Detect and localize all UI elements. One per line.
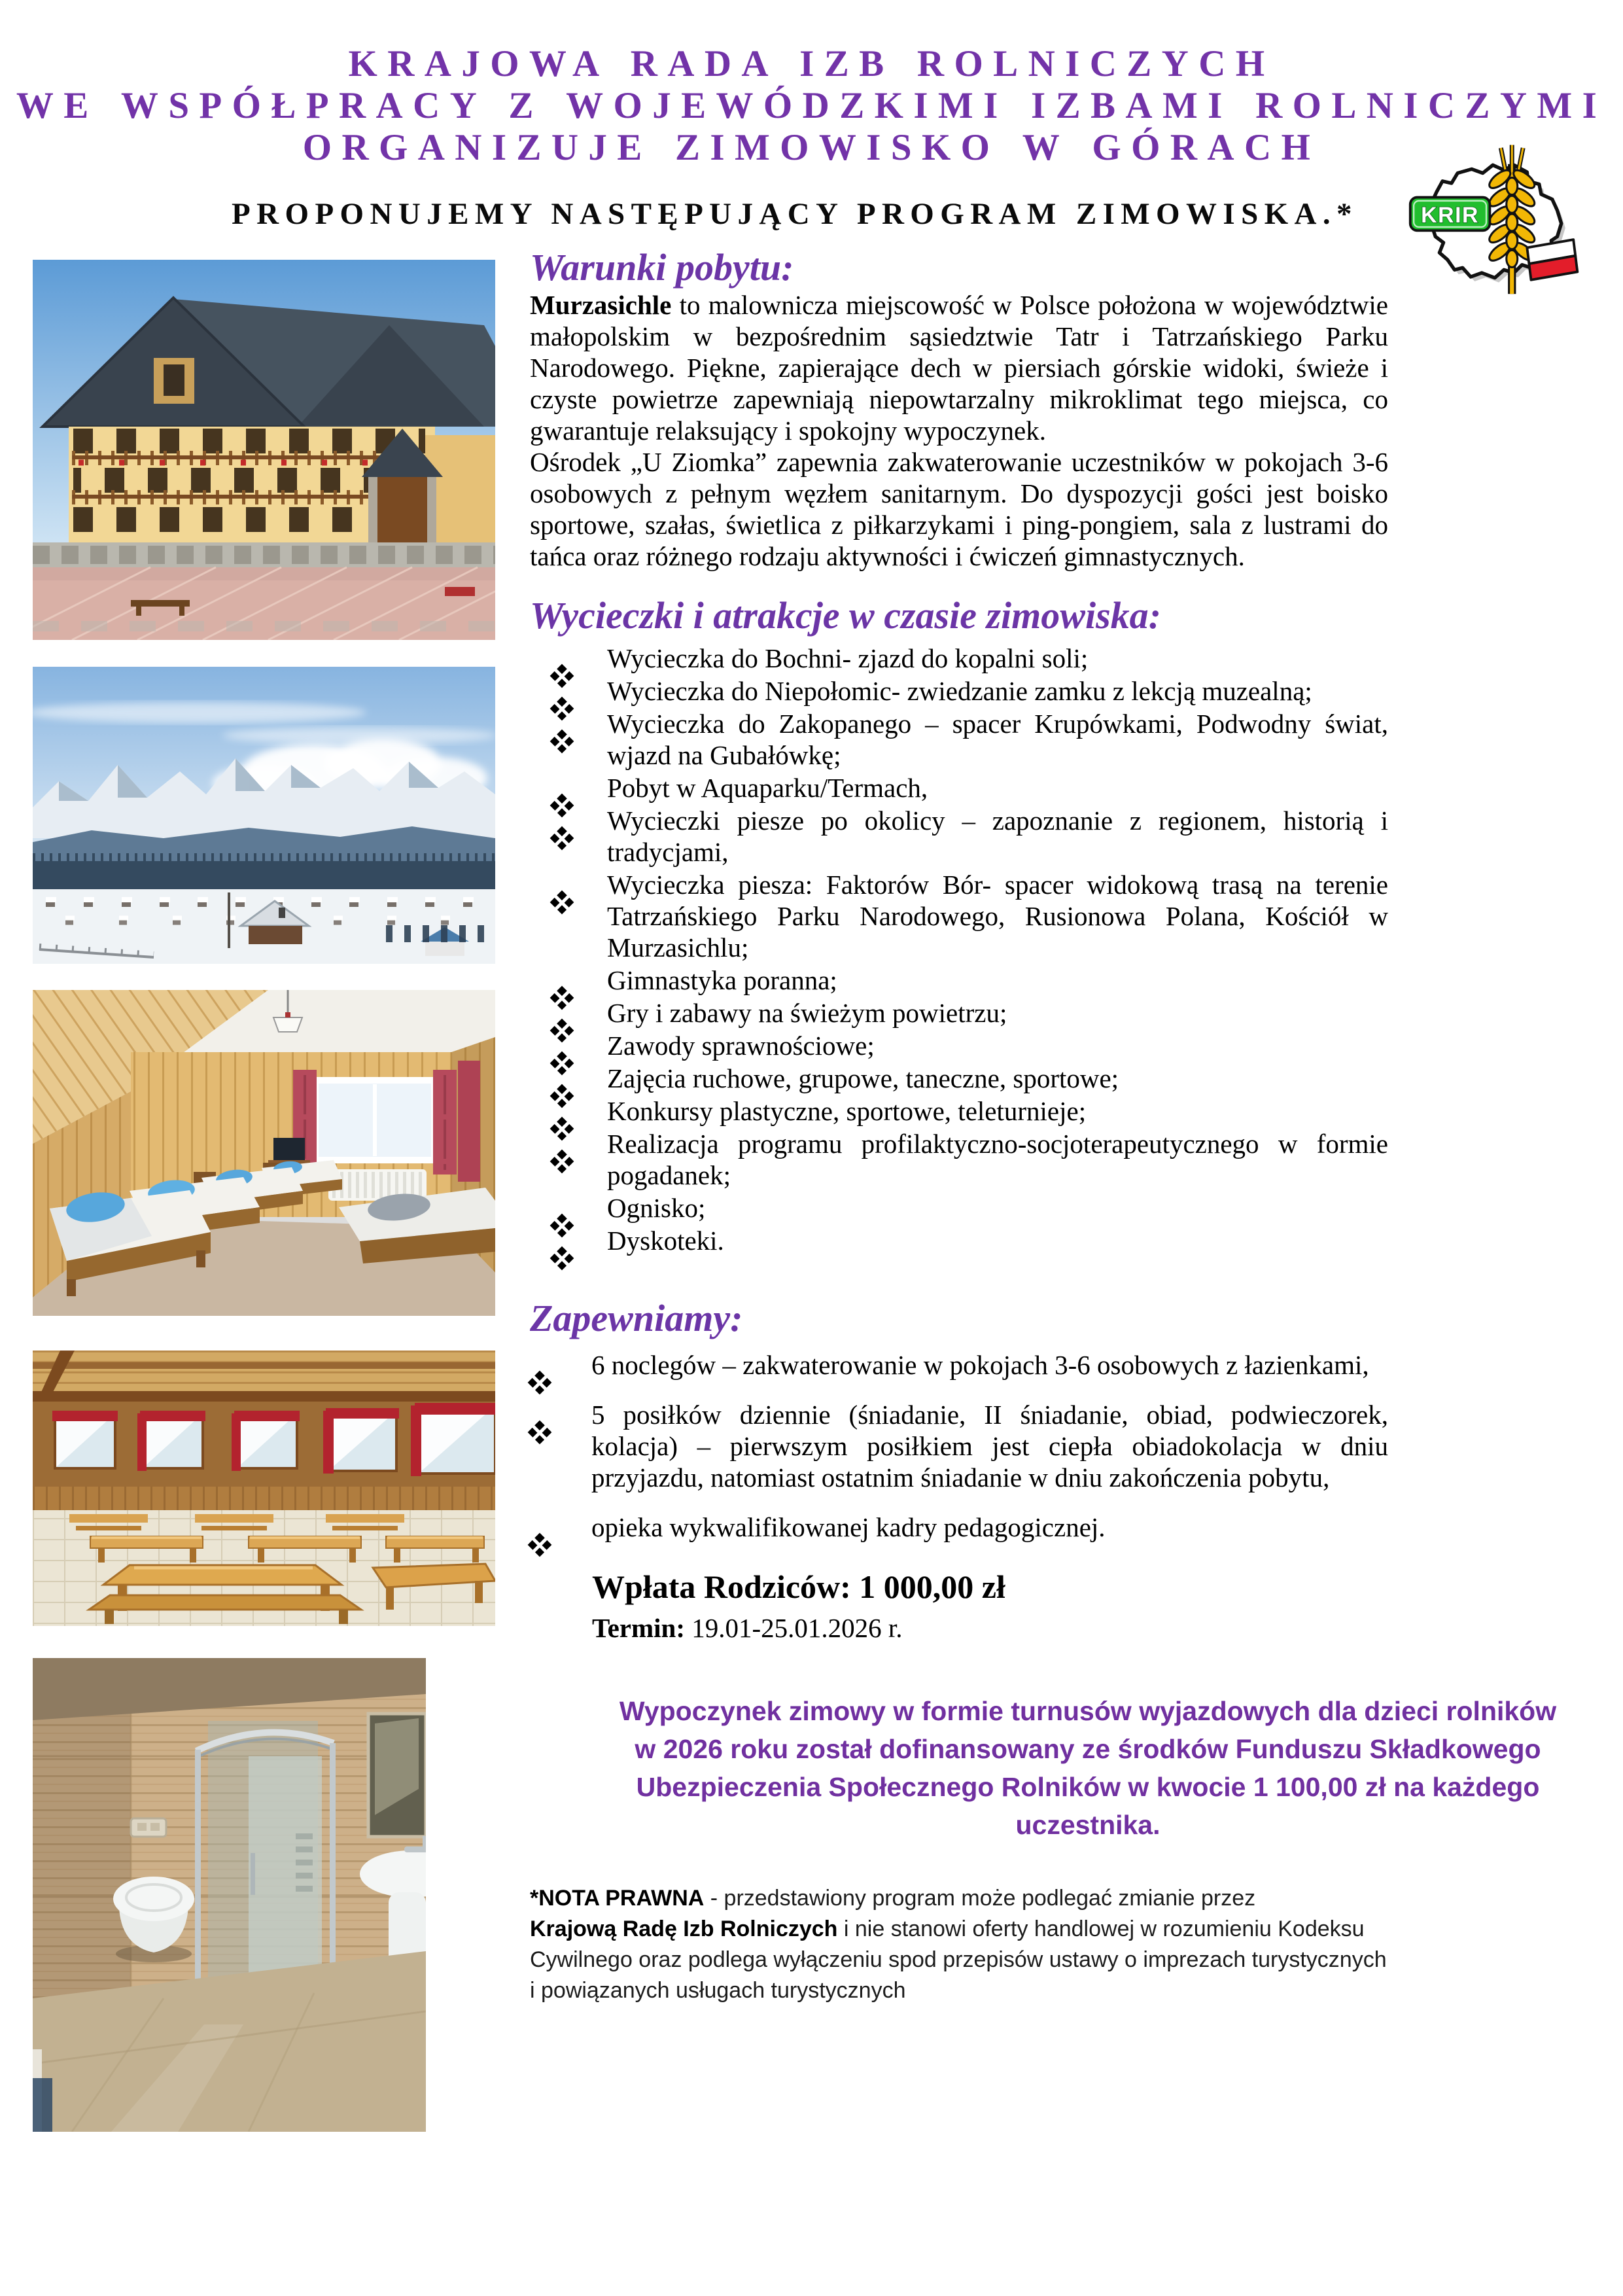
diamond-bullet-icon xyxy=(553,811,570,847)
photo-bathroom xyxy=(33,1658,426,2132)
list-item: Dyskoteki. xyxy=(530,1225,1388,1256)
bench xyxy=(131,600,190,607)
title-line-3: ORGANIZUJE ZIMOWISKO W GÓRACH xyxy=(302,127,1321,168)
curtain-far-right xyxy=(458,1061,480,1182)
list-item: Gry i zabawy na świeżym powietrzu; xyxy=(530,997,1388,1029)
lamp xyxy=(273,1017,302,1032)
diamond-bullet-icon xyxy=(531,1405,548,1441)
attractions-list xyxy=(530,643,1388,1256)
diamond-bullet-icon xyxy=(553,1135,570,1170)
list-item: Zajęcia ruchowe, grupowe, taneczne, sportowe; xyxy=(530,1063,1388,1094)
list-item: Pobyt w Aquaparku/Termach, xyxy=(530,772,1388,804)
legal-line: i powiązanych usługach turystycznych xyxy=(530,1978,906,2003)
title-line-1: KRAJOWA RADA IZB ROLNICZYCH xyxy=(348,43,1275,84)
legal-line: Cywilnego oraz podlega wyłączeniu spod przepisów ustawy o imprezach turystycznych xyxy=(530,1947,1387,1972)
provide-list xyxy=(530,1349,1388,1543)
bench xyxy=(89,1595,361,1610)
list-item: Wycieczka piesza: Faktorów Bór- spacer widokową trasą na terenie Tatrzańskiego Parku Narodowego, Rusionowa Polana, Kościół w Murzasichlu; xyxy=(530,869,1388,963)
mirror xyxy=(368,1714,426,1837)
funding-note xyxy=(603,1692,1573,1844)
paragraph-warunki-2: Ośrodek „U Ziomka” zapewnia zakwaterowanie uczestników w pokojach 3-6 osobowych z pełnym węzłem sanitarnym. Do dyspozycji gości jest boisko sportowe, szałas, świetlica z piłkarzykami i ping-pongiem, sala z lustrami do tańca oraz różnego rodzaju aktywności i ćwiczeń gimnastycznych. xyxy=(530,447,1388,571)
list-item: 5 posiłków dziennie (śniadanie, II śniadanie, obiad, podwieczorek, kolacja) – pierwszym posiłkiem jest ciepła obiadokolacja w dniu przyjazdu, natomiast ostatnim śniadanie w dniu zakończenia pobytu, xyxy=(530,1399,1388,1493)
krir-badge-label: KRIR xyxy=(1421,203,1480,228)
payment-info xyxy=(592,1568,1388,1644)
legal-line: Krajową Radę Izb Rolniczych i nie stanowi oferty handlowej w rozumieniu Kodeksu xyxy=(530,1916,1365,1941)
diamond-bullet-icon xyxy=(553,715,570,750)
list-item: 6 noclegów – zakwaterowanie w pokojach 3-6 osobowych z łazienkami, xyxy=(530,1349,1388,1381)
list-item: Wycieczka do Bochni- zjazd do kopalni soli; xyxy=(530,643,1388,674)
header-title xyxy=(0,43,1623,169)
photo-bedroom xyxy=(33,990,495,1316)
funding-line: Wypoczynek zimowy w formie turnusów wyjazdowych dla dzieci rolników xyxy=(619,1696,1557,1726)
diamond-bullet-icon xyxy=(553,1231,570,1267)
chalet xyxy=(249,926,302,944)
diamond-bullet-icon xyxy=(531,1518,548,1553)
section-heading-warunki: Warunki pobytu: xyxy=(530,246,794,289)
list-item: Realizacja programu profilaktyczno-socjoterapeutycznego w formie pogadanek; xyxy=(530,1128,1388,1191)
payment-amount: Wpłata Rodziców: 1 000,00 zł xyxy=(592,1568,1005,1605)
legal-line: *NOTA PRAWNA - przedstawiony program może podlegać zmianie przez xyxy=(530,1886,1256,1911)
title-line-2: WE WSPÓŁPRACY Z WOJEWÓDZKIMI IZBAMI ROLNICZYMI xyxy=(16,85,1607,126)
list-item: Zawody sprawnościowe; xyxy=(530,1030,1388,1061)
list-item: Konkursy plastyczne, sportowe, teleturnieje; xyxy=(530,1095,1388,1127)
photo-mountain-panorama xyxy=(33,667,495,964)
funding-line: Ubezpieczenia Społecznego Rolników w kwocie 1 100,00 zł na każdego xyxy=(636,1772,1540,1802)
list-item: Wycieczka do Zakopanego – spacer Krupówkami, Podwodny świat, wjazd na Gubałówkę; xyxy=(530,708,1388,771)
funding-line: uczestnika. xyxy=(1015,1810,1161,1840)
krir-badge xyxy=(1410,198,1490,231)
photo-hotel-building xyxy=(33,260,495,640)
paragraph-lead-word: Murzasichle xyxy=(530,290,672,320)
list-item: Ognisko; xyxy=(530,1192,1388,1224)
ceiling-beam xyxy=(33,1391,495,1402)
content-column xyxy=(530,246,1557,2006)
funding-line: w 2026 roku został dofinansowany ze środków Funduszu Składkowego xyxy=(635,1734,1541,1764)
photo-dining-room xyxy=(33,1351,495,1626)
krir-logo xyxy=(1406,133,1579,299)
tv xyxy=(273,1138,305,1160)
subtitle: PROPONUJEMY NASTĘPUJĄCY PROGRAM ZIMOWISKA.* xyxy=(232,197,1358,231)
wainscot xyxy=(33,1487,495,1510)
diamond-bullet-icon xyxy=(553,875,570,911)
list-item: Wycieczka do Niepołomic- zwiedzanie zamku z lekcją muzealną; xyxy=(530,675,1388,707)
paragraph-warunki-1: Murzasichle to malownicza miejscowość w Polsce położona w województwie małopolskim w bezpośrednim sąsiedztwie Tatr i Tatrzańskiego Parku Narodowego. Piękne, zapierające dech w piersiach górskie widoki, świeże i czyste powietrze zapewniają niepowtarzalny mikroklimat tego miejsca, co gwarantuje relaksujący i spokojny wypoczynek. xyxy=(530,290,1388,446)
diamond-bullet-icon xyxy=(531,1356,548,1391)
section-heading-wycieczki: Wycieczki i atrakcje w czasie zimowiska: xyxy=(530,594,1161,637)
forest-band xyxy=(33,861,495,891)
list-item: Wycieczki piesze po okolicy – zapoznanie z regionem, historią i tradycjami, xyxy=(530,805,1388,868)
section-heading-zapewniamy: Zapewniamy: xyxy=(530,1297,743,1339)
poland-flag-icon xyxy=(1527,239,1577,280)
far-tables xyxy=(69,1514,404,1530)
list-item: opieka wykwalifikowanej kadry pedagogicznej. xyxy=(530,1511,1388,1543)
payment-term: Termin: 19.01-25.01.2026 r. xyxy=(592,1613,903,1643)
legal-note xyxy=(530,1883,1426,2006)
entrance xyxy=(373,477,432,542)
list-item: Gimnastyka poranna; xyxy=(530,964,1388,996)
